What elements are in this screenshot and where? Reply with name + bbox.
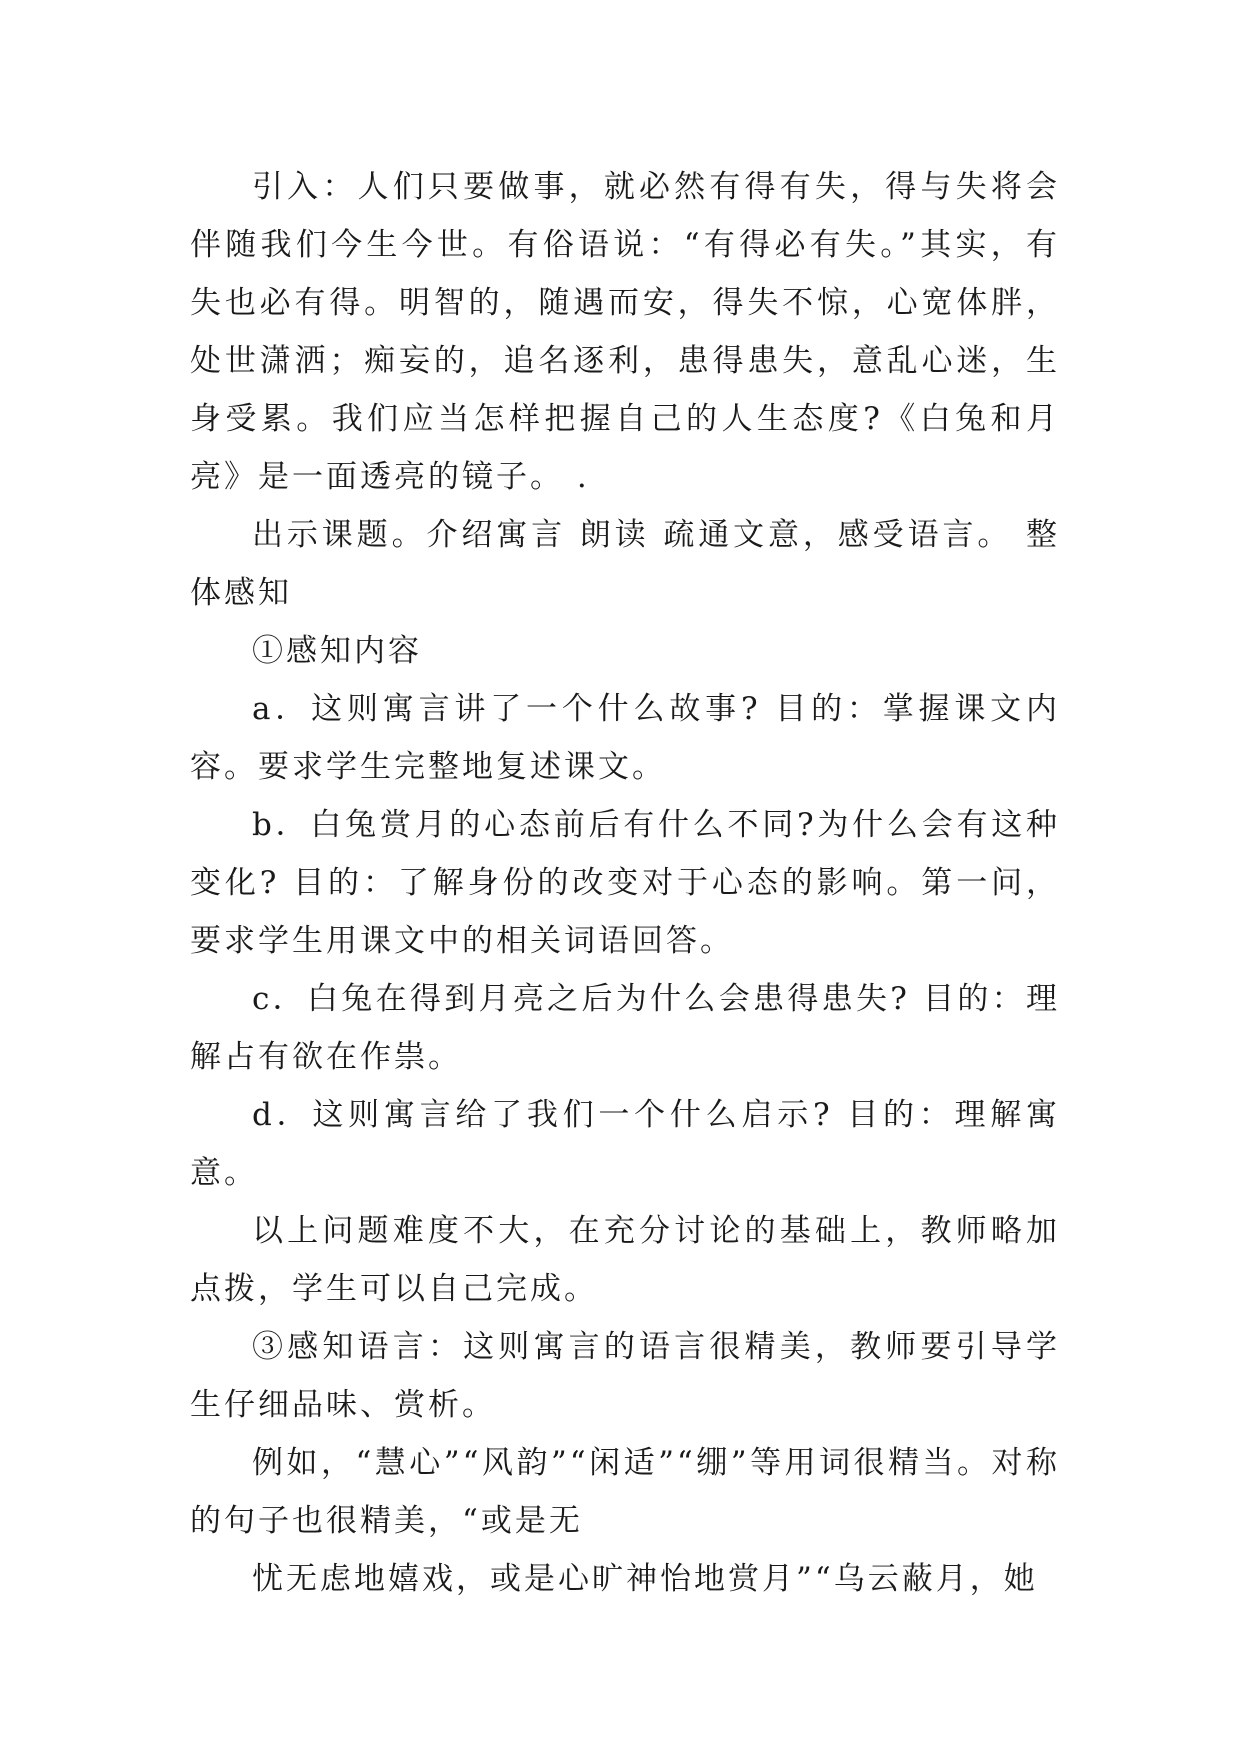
paragraph-question-a: a．这则寓言讲了一个什么故事? 目的：掌握课文内容。要求学生完整地复述课文。	[190, 691, 1060, 785]
paragraph-perceive-language: ③感知语言：这则寓言的语言很精美，教师要引导学生仔细品味、赏析。	[190, 1329, 1060, 1423]
paragraph-example-continued: 忧无虑地嬉戏，或是心旷神怡地赏月”“乌云蔽月，她	[252, 1561, 1038, 1597]
paragraph-example: 例如，“慧心”“风韵”“闲适”“绷”等用词很精当。对称的句子也很精美，“或是无	[190, 1445, 1060, 1539]
paragraph-show-topic: 出示课题。介绍寓言 朗读 疏通文意，感受语言。 整体感知	[190, 517, 1060, 611]
paragraph-teacher-guidance: 以上问题难度不大，在充分讨论的基础上，教师略加点拨，学生可以自己完成。	[190, 1213, 1060, 1307]
paragraph-introduction: 引入：人们只要做事，就必然有得有失，得与失将会伴随我们今生今世。有俗语说：“有得必有失。”其实，有失也必有得。明智的，随遇而安，得失不惊，心宽体胖，处世潇洒；痴妄的，追名逐利，患得患失，意乱心迷，生身受累。我们应当怎样把握自己的人生态度?《白兔和月亮》是一面透亮的镜子。 .	[190, 169, 1060, 495]
paragraph-question-c: c．白兔在得到月亮之后为什么会患得患失? 目的：理解占有欲在作祟。	[190, 981, 1060, 1075]
document-body	[190, 158, 1060, 1608]
paragraph-question-b: b．白兔赏月的心态前后有什么不同?为什么会有这种变化? 目的：了解身份的改变对于心态的影响。第一问，要求学生用课文中的相关词语回答。	[190, 807, 1060, 959]
paragraph-question-d: d．这则寓言给了我们一个什么启示? 目的：理解寓意。	[190, 1097, 1060, 1191]
paragraph-perceive-content-heading: ①感知内容	[252, 633, 422, 669]
